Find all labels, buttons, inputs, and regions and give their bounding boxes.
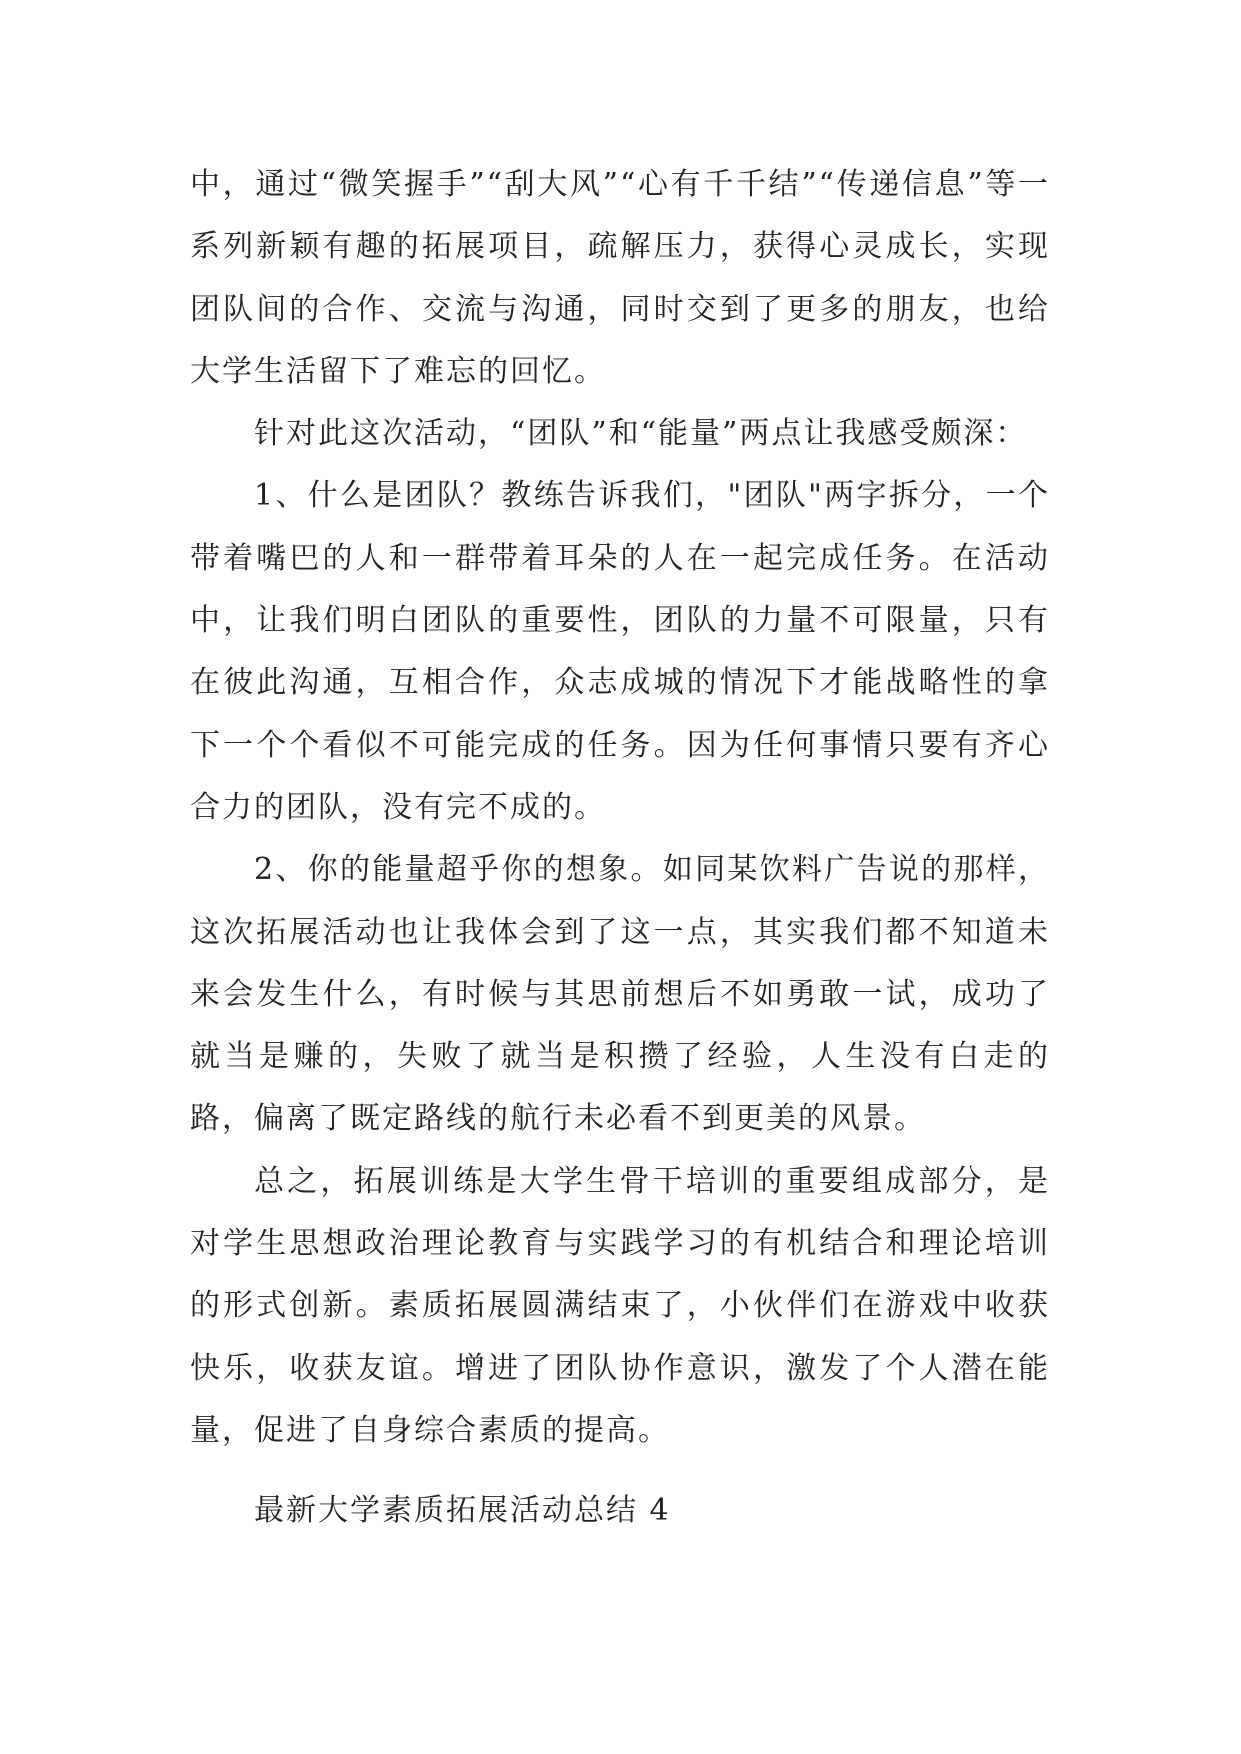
document-body bbox=[190, 154, 1050, 1462]
section-heading: 最新大学素质拓展活动总结 4 bbox=[254, 1493, 671, 1528]
paragraph-intro-reflection: 针对此这次活动，“团队”和“能量”两点让我感受颇深： bbox=[254, 416, 1028, 452]
paragraph-conclusion: 总之，拓展训练是大学生骨干培训的重要组成部分，是对学生思想政治理论教育与实践学习的有机结合和理论培训的形式创新。素质拓展圆满结束了，小伙伴们在游戏中收获快乐，收获友谊。增进了团队协作意识，激发了个人潜在能量，促进了自身综合素质的提高。 bbox=[190, 1163, 1050, 1448]
paragraph-continuation: 中，通过“微笑握手”“刮大风”“心有千千结”“传递信息”等一系列新颖有趣的拓展项目，疏解压力，获得心灵成长，实现团队间的合作、交流与沟通，同时交到了更多的朋友，也给大学生活留下了难忘的回忆。 bbox=[190, 167, 1050, 389]
paragraph-point-team: 1、什么是团队？教练告诉我们，"团队"两字拆分，一个带着嘴巴的人和一群带着耳朵的人在一起完成任务。在活动中，让我们明白团队的重要性，团队的力量不可限量，只有在彼此沟通，互相合作，众志成城的情况下才能战略性的拿下一个个看似不可能完成的任务。因为任何事情只要有齐心合力的团队，没有完不成的。 bbox=[190, 478, 1050, 825]
paragraph-point-energy: 2、你的能量超乎你的想象。如同某饮料广告说的那样，这次拓展活动也让我体会到了这一点，其实我们都不知道未来会发生什么，有时候与其思前想后不如勇敢一试，成功了就当是赚的，失败了就当是积攒了经验，人生没有白走的路，偏离了既定路线的航行未必看不到更美的风景。 bbox=[190, 852, 1050, 1137]
